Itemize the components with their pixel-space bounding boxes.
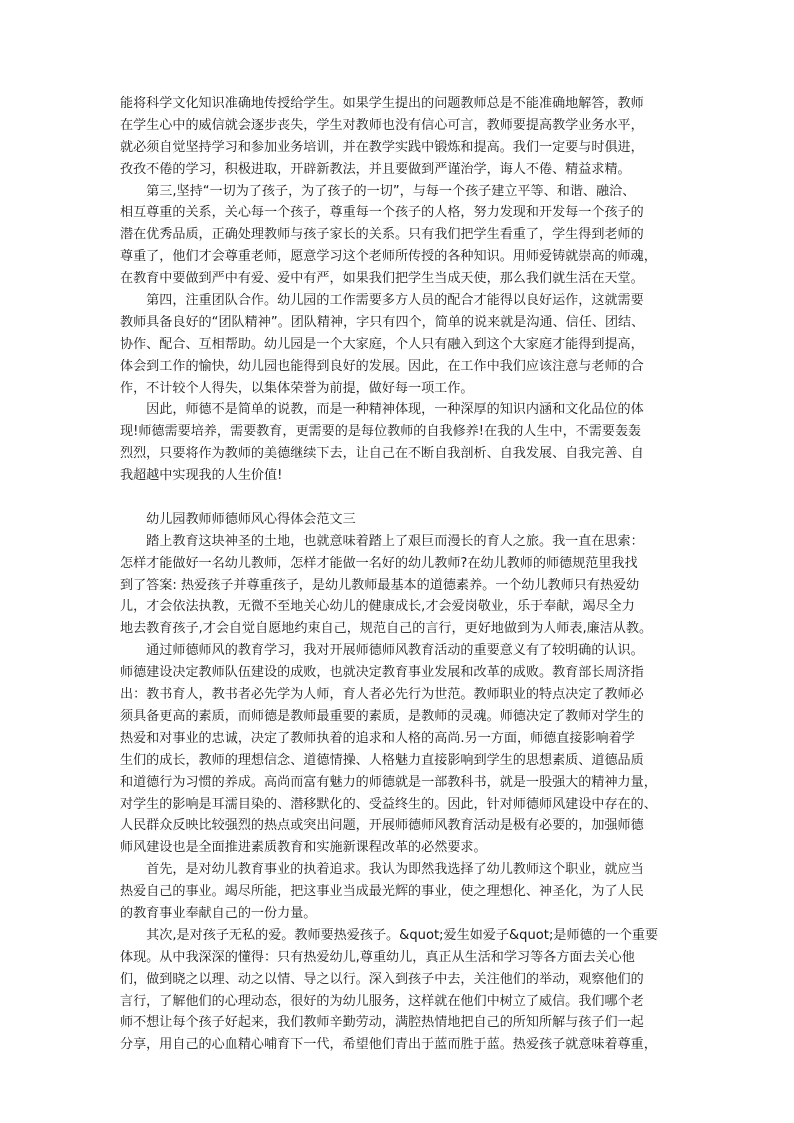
text-line: 因此，师德不是简单的说教，而是一种精神体现，一种深厚的知识内涵和文化品位的体 bbox=[120, 402, 644, 418]
paragraph-block-2 bbox=[120, 531, 676, 1056]
text-line: 师德建设决定教师队伍建设的成败，也就决定教育事业发展和改革的成败。教育部长周济指 bbox=[120, 665, 644, 681]
text-line: 师风建设也是全面推进素质教育和实施新课程改革的必然要求。 bbox=[120, 840, 487, 856]
text-line: 作，不计较个人得失，以集体荣誉为前提，做好每一项工作。 bbox=[120, 380, 474, 396]
text-line: 须具备更高的素质，而师德是教师最重要的素质，是教师的灵魂。师德决定了教师对学生的 bbox=[120, 708, 644, 724]
text-line: 就必须自觉坚持学习和参加业务培训，并在教学实践中锻炼和提高。我们一定要与时俱进， bbox=[120, 139, 644, 155]
text-line: 出：教书育人，教书者必先学为人师，育人者必先行为世范。教师职业的特点决定了教师必 bbox=[120, 687, 644, 703]
text-line: 尊重了，他们才会尊重老师，愿意学习这个老师所传授的各种知识。用师爱铸就崇高的师魂， bbox=[120, 249, 657, 265]
text-line: 热爱和对事业的忠诚，决定了教师执着的追求和人格的高尚.另一方面，师德直接影响着学 bbox=[120, 730, 635, 746]
text-line: 地去教育孩子,才会自觉自愿地约束自己，规范自己的言行，更好地做到为人师表,廉洁从教。 bbox=[120, 621, 653, 637]
text-line: 的教育事业奉献自己的一份力量。 bbox=[120, 905, 317, 921]
text-line: 热爱自己的事业。竭尽所能，把这事业当成最光辉的事业，使之理想化、神圣化，为了人民 bbox=[120, 884, 644, 900]
text-line: 通过师德师风的教育学习，我对开展师德师风教育活动的重要意义有了较明确的认识。 bbox=[120, 643, 644, 659]
text-line: 首先，是对幼儿教育事业的执着追求。我认为即然我选择了幼儿教师这个职业，就应当 bbox=[120, 862, 644, 878]
text-line: 到了答案: 热爱孩子并尊重孩子，是幼儿教师最基本的道德素养。一个幼儿教师只有热爱幼 bbox=[120, 577, 640, 593]
text-line: 踏上教育这块神圣的土地，也就意味着踏上了艰巨而漫长的育人之旅。我一直在思索： bbox=[120, 533, 644, 549]
text-line: 相互尊重的关系，关心每一个孩子，尊重每一个孩子的人格，努力发现和开发每一个孩子的 bbox=[120, 205, 644, 221]
text-line: 师不想让每个孩子好起来，我们教师辛勤劳动，满腔热情地把自己的所知所解与孩子们一起 bbox=[120, 1015, 644, 1031]
text-line: 第四，注重团队合作。幼儿园的工作需要多方人员的配合才能得以良好运作，这就需要 bbox=[120, 293, 644, 309]
text-line: 在教育中要做到严中有爱、爱中有严，如果我们把学生当成天使，那么我们就生活在天堂。 bbox=[120, 271, 644, 287]
text-line: 分享，用自己的心血精心哺育下一代，希望他们青出于蓝而胜于蓝。热爱孩子就意味着尊重， bbox=[120, 1037, 657, 1053]
text-line: 孜孜不倦的学习，积极进取，开辟新教法，并且要做到严谨治学，诲人不倦、精益求精。 bbox=[120, 161, 631, 177]
text-line: 体会到工作的愉快，幼儿园也能得到良好的发展。因此，在工作中我们应该注意与老师的合 bbox=[120, 358, 644, 374]
text-line: 怎样才能做好一名幼儿教师，怎样才能做一名好的幼儿教师?在幼儿教师的师德规范里我找 bbox=[120, 555, 638, 571]
text-line: 其次,是对孩子无私的爱。教师要热爱孩子。&quot;爱生如爱子&quot;是师德的一个重要 bbox=[120, 927, 659, 943]
text-line: 生们的成长，教师的理想信念、道德情操、人格魅力直接影响到学生的思想素质、道德品质 bbox=[120, 752, 644, 768]
text-line: 们，做到晓之以理、动之以情、导之以行。深入到孩子中去，关注他们的举动，观察他们的 bbox=[120, 971, 644, 987]
text-line: 体现。从中我深深的懂得：只有热爱幼儿,尊重幼儿，真正从生活和学习等各方面去关心他 bbox=[120, 949, 635, 965]
paragraph-block-1 bbox=[120, 93, 676, 487]
text-line: 人民群众反映比较强烈的热点或突出问题，开展师德师风教育活动是极有必要的，加强师德 bbox=[120, 818, 644, 834]
text-line: 在学生心中的威信就会逐步丧失，学生对教师也没有信心可言，教师要提高教学业务水平， bbox=[120, 117, 644, 133]
text-line: 现!师德需要培养，需要教育，更需要的是每位教师的自我修养!在我的人生中，不需要轰轰 bbox=[120, 424, 642, 440]
document-body bbox=[120, 93, 676, 1056]
text-line: 我超越中实现我的人生价值! bbox=[120, 468, 283, 484]
text-line: 儿，才会依法执教，无微不至地关心幼儿的健康成长,才会爱岗敬业，乐于奉献，竭尽全力 bbox=[120, 599, 635, 615]
text-line: 和道德行为习惯的养成。高尚而富有魅力的师德就是一部教科书，就是一股强大的精神力量， bbox=[120, 774, 657, 790]
text-line: 烈烈，只要将作为教师的美德继续下去，让自己在不断自我剖析、自我发展、自我完善、自 bbox=[120, 446, 644, 462]
text-line: 对学生的影响是耳濡目染的、潜移默化的、受益终生的。因此，针对师德师风建设中存在的、 bbox=[120, 796, 657, 812]
section-title: 幼儿园教师师德师风心得体会范文三 bbox=[120, 511, 356, 527]
text-line: 教师具备良好的“团队精神”。团队精神，字只有四个，简单的说来就是沟通、信任、团结、 bbox=[120, 314, 645, 330]
blank-line bbox=[120, 487, 676, 509]
text-line: 潜在优秀品质，正确处理教师与孩子家长的关系。只有我们把学生看重了，学生得到老师的 bbox=[120, 227, 644, 243]
text-line: 协作、配合、互相帮助。幼儿园是一个大家庭，个人只有融入到这个大家庭才能得到提高， bbox=[120, 336, 644, 352]
text-line: 第三,坚持“一切为了孩子，为了孩子的一切”，与每一个孩子建立平等、和谐、融洽、 bbox=[120, 183, 636, 199]
text-line: 言行，了解他们的心理动态，很好的为幼儿服务，这样就在他们中树立了威信。我们哪个老 bbox=[120, 993, 644, 1009]
text-line: 能将科学文化知识准确地传授给学生。如果学生提出的问题教师总是不能准确地解答，教师 bbox=[120, 96, 644, 111]
